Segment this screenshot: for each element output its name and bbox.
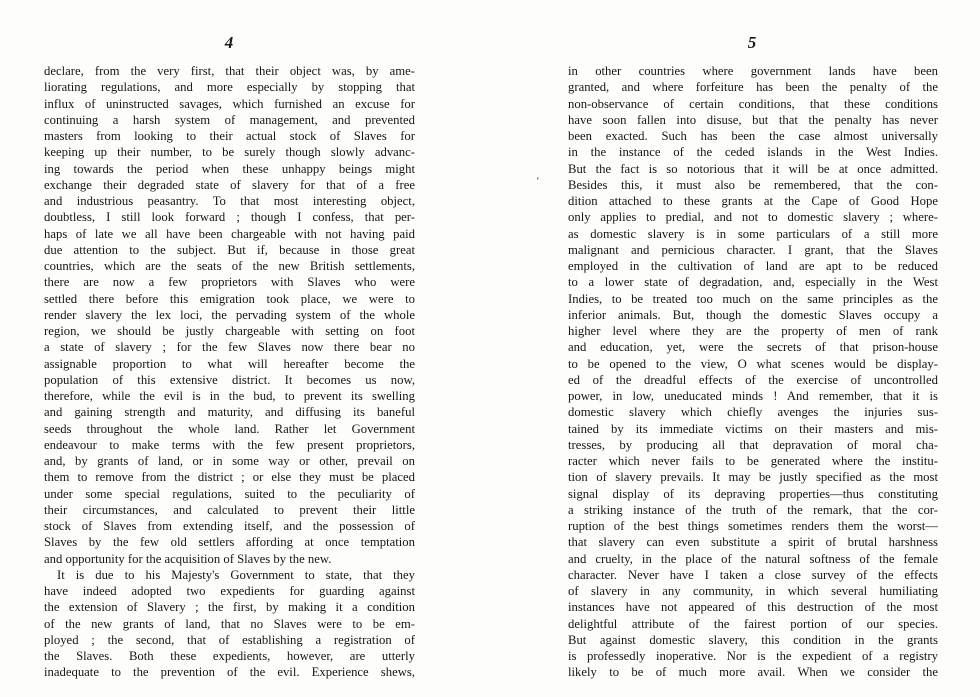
text-line: as domestic slavery is in some particulars of a still more: [568, 226, 938, 241]
scan-speck: ‘: [536, 175, 540, 187]
text-line: is professedly inoperative. Nor is the expedient of a registry: [568, 649, 938, 663]
text-line: Slaves by the few old settlers affording at once temptation: [44, 535, 415, 550]
text-line: haps of late we all have been chargeable with not having paid: [44, 226, 415, 241]
text-line: ployed ; the second, that of establishing a registration of: [44, 632, 415, 647]
text-line: due attention to the subject. But if, because in those great: [44, 242, 415, 257]
text-line: a state of slavery ; for the few Slaves now there bear no: [44, 340, 415, 355]
page-number-right: 5: [747, 33, 757, 52]
text-line: But against domestic slavery, this condition in the grants: [568, 632, 938, 647]
text-line: signal display of its depraving properties—thus constituting: [568, 486, 938, 501]
text-line: Besides this, it must also be remembered, that the con-: [568, 177, 938, 192]
left-page-text: [44, 63, 415, 681]
text-line: keeping up their number, to be surely though slowly advanc-: [44, 145, 415, 160]
text-line: instances have not appeared of this destruction of the most: [568, 600, 938, 615]
text-line: and industrious peasantry. To that most interesting object,: [44, 194, 415, 208]
text-line: racter which never fails to be generated where the institu-: [568, 454, 938, 468]
text-line: countries, which are the seats of the new British settlements,: [44, 259, 415, 273]
text-line: ing towards the period when these unhappy beings might: [44, 161, 415, 176]
text-line: and, by grants of land, or in some way or other, prevail on: [44, 454, 415, 468]
text-line: that slavery can even substitute a spirit of brutal harshness: [568, 535, 938, 550]
text-line: tion of slavery prevails. It may be justly specified as the most: [568, 470, 938, 485]
text-line: region, we should be justly chargeable with setting on foot: [44, 324, 415, 338]
text-line: continuing a harsh system of management, and prevented: [44, 112, 415, 127]
text-line: them to remove from the district ; or else they must be placed: [44, 470, 415, 485]
text-line: granted, and where forfeiture has been the penalty of the: [568, 80, 938, 95]
text-line: and gaining strength and maturity, and diffusing its baneful: [44, 405, 415, 420]
text-line: seeds throughout the whole land. Rather let Government: [44, 421, 415, 436]
text-line: masters from looking to their actual stock of Slaves for: [44, 129, 415, 143]
text-line: assignable proportion to what will hereafter become the: [44, 356, 415, 371]
right-page-text: [568, 63, 938, 681]
text-line: there are now a few proprietors with Slaves who were: [44, 275, 415, 290]
text-line: in other countries where government lands have been: [568, 64, 938, 78]
text-line: render slavery the lex loci, the pervading system of the whole: [44, 307, 415, 322]
text-line: population of this extensive district. It becomes us now,: [44, 372, 415, 387]
text-line: dition attached to these grants at the Cape of Good Hope: [568, 194, 938, 208]
text-line: their circumstances, and calculated to prevent their little: [44, 502, 415, 517]
text-line: and cruelty, in the place of the natural softness of the female: [568, 551, 938, 566]
text-line: settled there before this emigration took place, we were to: [44, 291, 415, 306]
text-line: the extension of Slavery ; the first, by making it a condition: [44, 600, 415, 615]
page-number-left: 4: [224, 33, 234, 52]
text-line: to be opened to the view, O what scenes would be display-: [568, 356, 938, 371]
text-line: character. Never have I taken a close survey of the effects: [568, 567, 938, 582]
text-line: stock of Slaves from extending itself, and the possession of: [44, 519, 415, 533]
text-line: tained by its immediate victims on their masters and mis-: [568, 421, 938, 436]
text-line: It is due to his Majesty's Government to state, that they: [57, 567, 415, 582]
text-line: exchange their degraded state of slavery for that of a free: [44, 177, 415, 192]
text-line: power, in low, uneducated minds ! And remember, that it is: [568, 389, 938, 403]
text-line: have soon fallen into disuse, but that the penalty has never: [568, 112, 938, 127]
text-line: domestic slavery which chiefly avenges the injuries sus-: [568, 405, 938, 420]
text-line: liorating regulations, and more especially by stopping that: [44, 80, 415, 95]
text-line: of the new grants of land, that no Slaves were to be em-: [44, 616, 415, 631]
text-line: non-observance of certain conditions, that these conditions: [568, 96, 938, 111]
right-page: [490, 0, 980, 697]
text-line: been exacted. Such has been the case almost universally: [568, 129, 938, 143]
text-line: the Slaves. Both these expedients, however, are utterly: [44, 649, 415, 663]
text-line: in the instance of the ceded islands in the West Indies.: [568, 145, 938, 160]
text-line: only applies to predial, and not to domestic slavery ; where-: [568, 210, 938, 225]
text-line: inferior animals. But, though the domestic Slaves occupy a: [568, 307, 938, 322]
text-line: ruption of the best things sometimes renders them the worst—: [568, 519, 938, 533]
text-line: under some special regulations, suited to the peculiarity of: [44, 486, 415, 501]
text-line: employed in the cultivation of land are apt to be reduced: [568, 259, 938, 273]
text-line: malignant and pernicious character. I grant, that the Slaves: [568, 242, 938, 257]
text-line: tresses, by producing all that depravation of moral cha-: [568, 437, 938, 452]
text-line: influx of uninstructed savages, which furnished an excuse for: [44, 96, 415, 111]
text-line: and opportunity for the acquisition of Slaves by the new.: [44, 551, 332, 566]
text-line: higher level where they are the property of men of rank: [568, 324, 938, 338]
text-line: inadequate to the prevention of the evil. Experience shews,: [44, 665, 415, 680]
text-line: have indeed adopted two expedients for guarding against: [44, 584, 415, 598]
text-line: a striking instance of the truth of the remark, that the cor-: [568, 502, 938, 517]
text-line: But the fact is so notorious that it will be at once admitted.: [568, 161, 938, 176]
text-line: and education, yet, were the secrets of that prison-house: [568, 340, 938, 355]
text-line: declare, from the very first, that their object was, by ame-: [44, 64, 415, 78]
text-line: endeavour to make terms with the few present proprietors,: [44, 437, 415, 452]
text-line: delightful attribute of the fairest portion of our species.: [568, 616, 938, 631]
text-line: to a lower state of degradation, and, especially in the West: [568, 275, 938, 290]
text-line: likely to be of much more avail. When we consider the: [568, 665, 938, 680]
text-line: doubtless, I still look forward ; though I confess, that per-: [44, 210, 415, 225]
text-line: Indies, to be treated too much on the same principles as the: [568, 291, 938, 306]
text-line: of slavery in any community, in which several humiliating: [568, 584, 938, 598]
text-line: therefore, while the evil is in the bud, to prevent its swelling: [44, 389, 415, 403]
text-line: ed of the dreadful effects of the exercise of uncontrolled: [568, 372, 938, 387]
